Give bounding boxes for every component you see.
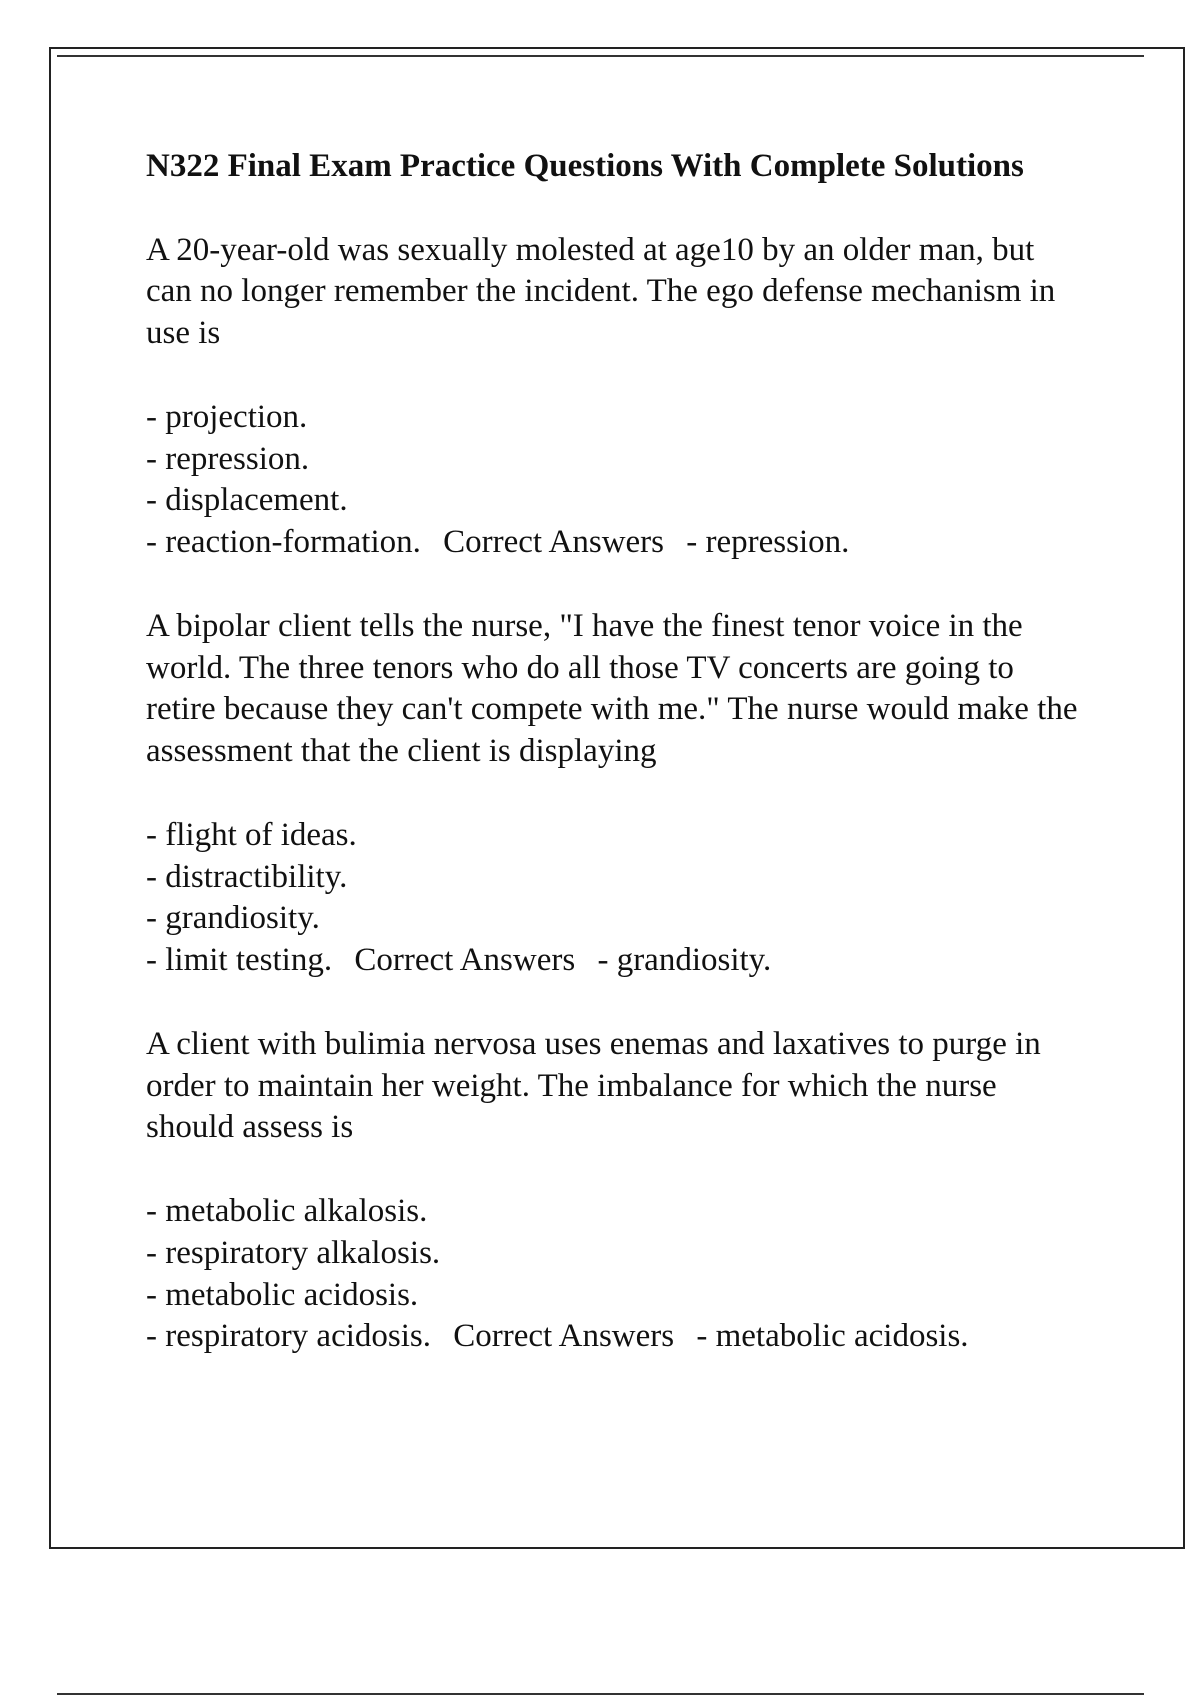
- question-text: A 20-year-old was sexually molested at age10 by an older man, but can no longer remember the incident. The ego defense mechanism in use is: [146, 231, 1056, 352]
- correct-answer-value: - repression.: [686, 524, 850, 561]
- option-item: - grandiosity.: [146, 900, 320, 937]
- option-item-with-answer: [146, 940, 1086, 982]
- correct-answer-value: - metabolic acidosis.: [696, 1318, 969, 1355]
- document-body: [146, 146, 1086, 1358]
- header-rule: [57, 55, 1144, 57]
- option-text: - limit testing.: [146, 942, 333, 979]
- option-item: - metabolic acidosis.: [146, 1276, 419, 1313]
- option-text: - reaction-formation.: [146, 524, 421, 561]
- option-list: [146, 1191, 1086, 1358]
- correct-answers-label: Correct Answers: [443, 524, 665, 561]
- correct-answers-label: Correct Answers: [453, 1318, 675, 1355]
- option-item: - projection.: [146, 398, 308, 435]
- option-item: - flight of ideas.: [146, 816, 357, 853]
- correct-answer-value: - grandiosity.: [597, 942, 772, 979]
- question-text: A bipolar client tells the nurse, "I have the finest tenor voice in the world. The three tenors who do all those TV concerts are going to retire because they can't compete with me." The nurse would make the assessment that the client is displaying: [146, 607, 1078, 770]
- option-list: [146, 815, 1086, 982]
- question-block: [146, 230, 1086, 564]
- option-item: - repression.: [146, 440, 310, 477]
- option-list: [146, 397, 1086, 564]
- option-item-with-answer: [146, 522, 1086, 564]
- option-item: - displacement.: [146, 482, 348, 519]
- correct-answers-label: Correct Answers: [354, 942, 576, 979]
- option-item: - metabolic alkalosis.: [146, 1192, 428, 1229]
- option-text: - respiratory acidosis.: [146, 1318, 431, 1355]
- question-text: A client with bulimia nervosa uses enemas and laxatives to purge in order to maintain her weight. The imbalance for which the nurse should assess is: [146, 1025, 1041, 1146]
- option-item: - respiratory alkalosis.: [146, 1234, 441, 1271]
- document-title: N322 Final Exam Practice Questions With Complete Solutions: [146, 148, 1024, 184]
- footer-rule: [57, 1693, 1144, 1695]
- question-block: [146, 606, 1086, 982]
- option-item-with-answer: [146, 1316, 1086, 1358]
- question-block: [146, 1024, 1086, 1358]
- option-item: - distractibility.: [146, 858, 348, 895]
